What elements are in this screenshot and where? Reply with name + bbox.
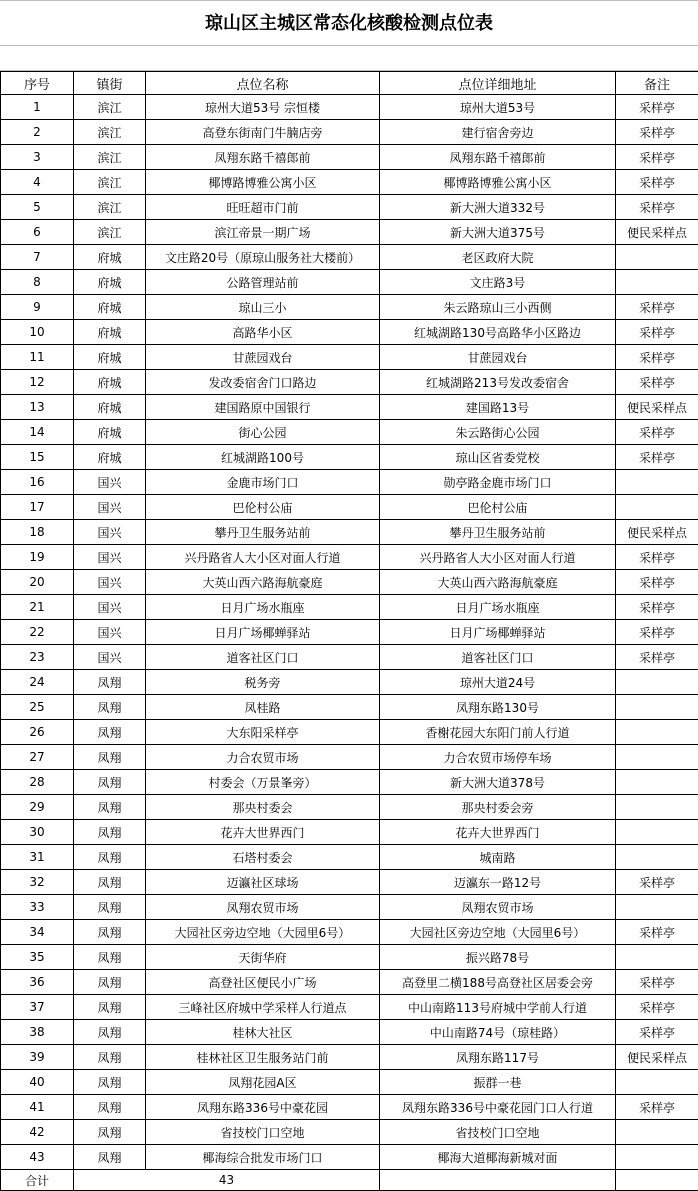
cell-site-name: 凤翔花园A区: [146, 1070, 380, 1095]
table-row: [1, 395, 698, 420]
table-row: [1, 795, 698, 820]
header-remark: 备注: [616, 72, 698, 95]
table-row: [1, 995, 698, 1020]
cell-index: 8: [1, 270, 74, 295]
table-row: [1, 670, 698, 695]
cell-address: 花卉大世界西门: [380, 820, 616, 845]
cell-town: 凤翔: [74, 970, 146, 995]
cell-address: 大英山西六路海航豪庭: [380, 570, 616, 595]
cell-address: 巴伦村公庙: [380, 495, 616, 520]
header-site-name: 点位名称: [146, 72, 380, 95]
cell-address: 攀丹卫生服务站前: [380, 520, 616, 545]
cell-remark: [616, 845, 698, 870]
cell-town: 凤翔: [74, 695, 146, 720]
cell-index: 12: [1, 370, 74, 395]
cell-town: 国兴: [74, 495, 146, 520]
cell-address: 凤翔东路130号: [380, 695, 616, 720]
cell-remark: 便民采样点: [616, 220, 698, 245]
cell-town: 凤翔: [74, 720, 146, 745]
cell-remark: [616, 745, 698, 770]
table-row: [1, 445, 698, 470]
cell-site-name: 发改委宿舍门口路边: [146, 370, 380, 395]
cell-address: 凤翔东路117号: [380, 1045, 616, 1070]
table-row: [1, 970, 698, 995]
cell-remark: 采样亭: [616, 145, 698, 170]
cell-town: 国兴: [74, 570, 146, 595]
cell-address: 新大洲大道332号: [380, 195, 616, 220]
cell-address: 香榭花园大东阳门前人行道: [380, 720, 616, 745]
cell-address: 凤翔东路336号中豪花园门口人行道: [380, 1095, 616, 1120]
cell-remark: 采样亭: [616, 195, 698, 220]
cell-site-name: 高登东街南门牛腩店旁: [146, 120, 380, 145]
cell-index: 42: [1, 1120, 74, 1145]
table-row: [1, 145, 698, 170]
cell-site-name: 攀丹卫生服务站前: [146, 520, 380, 545]
cell-site-name: 椰博路博雅公寓小区: [146, 170, 380, 195]
cell-index: 22: [1, 620, 74, 645]
cell-index: 13: [1, 395, 74, 420]
cell-site-name: 大园社区旁边空地（大园里6号）: [146, 920, 380, 945]
cell-remark: 采样亭: [616, 995, 698, 1020]
cell-remark: 便民采样点: [616, 1045, 698, 1070]
cell-town: 府城: [74, 445, 146, 470]
total-empty: [380, 1170, 616, 1191]
cell-index: 23: [1, 645, 74, 670]
cell-site-name: 旺旺超市门前: [146, 195, 380, 220]
cell-town: 凤翔: [74, 1070, 146, 1095]
table-row: [1, 320, 698, 345]
cell-remark: [616, 470, 698, 495]
cell-remark: [616, 670, 698, 695]
cell-town: 凤翔: [74, 920, 146, 945]
cell-index: 33: [1, 895, 74, 920]
cell-address: 朱云路琼山三小西侧: [380, 295, 616, 320]
cell-address: 迈瀛东一路12号: [380, 870, 616, 895]
cell-town: 府城: [74, 420, 146, 445]
cell-index: 16: [1, 470, 74, 495]
header-row: [1, 72, 698, 95]
cell-index: 10: [1, 320, 74, 345]
cell-site-name: 琼州大道53号 宗恒楼: [146, 95, 380, 120]
cell-town: 滨江: [74, 95, 146, 120]
cell-index: 11: [1, 345, 74, 370]
table-row: [1, 545, 698, 570]
cell-remark: [616, 1070, 698, 1095]
cell-remark: [616, 1120, 698, 1145]
cell-remark: [616, 820, 698, 845]
cell-site-name: 甘蔗园戏台: [146, 345, 380, 370]
cell-site-name: 滨江帝景一期广场: [146, 220, 380, 245]
cell-remark: 采样亭: [616, 120, 698, 145]
cell-town: 府城: [74, 295, 146, 320]
cell-site-name: 建国路原中国银行: [146, 395, 380, 420]
cell-address: 琼州大道24号: [380, 670, 616, 695]
cell-index: 5: [1, 195, 74, 220]
cell-index: 20: [1, 570, 74, 595]
cell-index: 41: [1, 1095, 74, 1120]
cell-site-name: 迈瀛社区球场: [146, 870, 380, 895]
table-row: [1, 845, 698, 870]
table-row: [1, 270, 698, 295]
cell-address: 建国路13号: [380, 395, 616, 420]
cell-town: 凤翔: [74, 945, 146, 970]
table-row: [1, 345, 698, 370]
table-row: [1, 745, 698, 770]
cell-town: 凤翔: [74, 995, 146, 1020]
table-row: [1, 570, 698, 595]
cell-town: 凤翔: [74, 770, 146, 795]
cell-index: 3: [1, 145, 74, 170]
cell-address: 日月广场水瓶座: [380, 595, 616, 620]
cell-address: 凤翔东路千禧郎前: [380, 145, 616, 170]
total-value: 43: [74, 1170, 380, 1191]
cell-site-name: 桂林社区卫生服务站门前: [146, 1045, 380, 1070]
cell-town: 国兴: [74, 620, 146, 645]
cell-index: 32: [1, 870, 74, 895]
cell-site-name: 街心公园: [146, 420, 380, 445]
cell-index: 24: [1, 670, 74, 695]
cell-site-name: 花卉大世界西门: [146, 820, 380, 845]
cell-index: 39: [1, 1045, 74, 1070]
cell-site-name: 石塔村委会: [146, 845, 380, 870]
cell-town: 凤翔: [74, 1145, 146, 1170]
cell-address: 省技校门口空地: [380, 1120, 616, 1145]
cell-address: 新大洲大道375号: [380, 220, 616, 245]
cell-index: 36: [1, 970, 74, 995]
cell-index: 2: [1, 120, 74, 145]
cell-town: 凤翔: [74, 845, 146, 870]
cell-remark: [616, 245, 698, 270]
cell-site-name: 大东阳采样亭: [146, 720, 380, 745]
cell-site-name: 椰海综合批发市场门口: [146, 1145, 380, 1170]
cell-address: 椰博路博雅公寓小区: [380, 170, 616, 195]
cell-site-name: 凤翔东路336号中豪花园: [146, 1095, 380, 1120]
cell-address: 道客社区门口: [380, 645, 616, 670]
table-row: [1, 1045, 698, 1070]
table-row: [1, 470, 698, 495]
cell-index: 6: [1, 220, 74, 245]
cell-site-name: 村委会（万景峯旁）: [146, 770, 380, 795]
table-row: [1, 120, 698, 145]
cell-address: 振兴路78号: [380, 945, 616, 970]
cell-index: 14: [1, 420, 74, 445]
table-row: [1, 1070, 698, 1095]
cell-remark: 采样亭: [616, 320, 698, 345]
table-row: [1, 95, 698, 120]
table-row: [1, 920, 698, 945]
cell-town: 滨江: [74, 170, 146, 195]
cell-town: 凤翔: [74, 795, 146, 820]
cell-town: 凤翔: [74, 895, 146, 920]
cell-site-name: 金鹿市场门口: [146, 470, 380, 495]
cell-town: 凤翔: [74, 1120, 146, 1145]
cell-index: 29: [1, 795, 74, 820]
cell-town: 府城: [74, 395, 146, 420]
cell-address: 老区政府大院: [380, 245, 616, 270]
cell-address: 那央村委会旁: [380, 795, 616, 820]
cell-site-name: 文庄路20号（原琼山服务社大楼前）: [146, 245, 380, 270]
cell-address: 兴丹路省人大小区对面人行道: [380, 545, 616, 570]
cell-town: 府城: [74, 370, 146, 395]
cell-index: 27: [1, 745, 74, 770]
cell-remark: [616, 895, 698, 920]
table-row: [1, 1145, 698, 1170]
cell-remark: [616, 495, 698, 520]
total-label: 合计: [1, 1170, 74, 1191]
total-row: [1, 1170, 698, 1191]
cell-site-name: 天街华府: [146, 945, 380, 970]
cell-remark: 采样亭: [616, 370, 698, 395]
cell-remark: 采样亭: [616, 870, 698, 895]
cell-index: 15: [1, 445, 74, 470]
cell-town: 滨江: [74, 220, 146, 245]
cell-town: 凤翔: [74, 1020, 146, 1045]
table-row: [1, 770, 698, 795]
cell-index: 9: [1, 295, 74, 320]
cell-address: 中山南路113号府城中学前人行道: [380, 995, 616, 1020]
page-title: 琼山区主城区常态化核酸检测点位表: [0, 0, 698, 46]
total-empty: [616, 1170, 698, 1191]
cell-index: 31: [1, 845, 74, 870]
cell-remark: [616, 945, 698, 970]
table-row: [1, 945, 698, 970]
cell-address: 琼山区省委党校: [380, 445, 616, 470]
cell-site-name: 红城湖路100号: [146, 445, 380, 470]
cell-site-name: 桂林大社区: [146, 1020, 380, 1045]
cell-index: 35: [1, 945, 74, 970]
cell-site-name: 大英山西六路海航豪庭: [146, 570, 380, 595]
table-row: [1, 170, 698, 195]
cell-site-name: 税务旁: [146, 670, 380, 695]
cell-site-name: 高登社区便民小广场: [146, 970, 380, 995]
cell-town: 府城: [74, 345, 146, 370]
cell-address: 城南路: [380, 845, 616, 870]
cell-address: 力合农贸市场停车场: [380, 745, 616, 770]
table-row: [1, 245, 698, 270]
table-row: [1, 520, 698, 545]
cell-remark: 采样亭: [616, 970, 698, 995]
table-row: [1, 495, 698, 520]
cell-index: 1: [1, 95, 74, 120]
table-row: [1, 645, 698, 670]
cell-site-name: 那央村委会: [146, 795, 380, 820]
table-row: [1, 195, 698, 220]
cell-address: 凤翔农贸市场: [380, 895, 616, 920]
cell-remark: 采样亭: [616, 420, 698, 445]
cell-remark: 采样亭: [616, 445, 698, 470]
cell-town: 府城: [74, 320, 146, 345]
cell-index: 43: [1, 1145, 74, 1170]
cell-remark: 采样亭: [616, 1020, 698, 1045]
cell-town: 国兴: [74, 595, 146, 620]
cell-index: 26: [1, 720, 74, 745]
cell-remark: 便民采样点: [616, 395, 698, 420]
cell-address: 高登里二横188号高登社区居委会旁: [380, 970, 616, 995]
table-row: [1, 695, 698, 720]
cell-address: 红城湖路213号发改委宿舍: [380, 370, 616, 395]
cell-site-name: 高路华小区: [146, 320, 380, 345]
cell-site-name: 凤翔东路千禧郎前: [146, 145, 380, 170]
table-row: [1, 370, 698, 395]
table-row: [1, 620, 698, 645]
cell-site-name: 凤桂路: [146, 695, 380, 720]
cell-index: 7: [1, 245, 74, 270]
cell-town: 滨江: [74, 120, 146, 145]
cell-town: 国兴: [74, 470, 146, 495]
cell-site-name: 琼山三小: [146, 295, 380, 320]
cell-remark: 采样亭: [616, 595, 698, 620]
cell-town: 国兴: [74, 645, 146, 670]
cell-site-name: 省技校门口空地: [146, 1120, 380, 1145]
table-row: [1, 220, 698, 245]
cell-town: 滨江: [74, 195, 146, 220]
cell-address: 新大洲大道378号: [380, 770, 616, 795]
cell-index: 28: [1, 770, 74, 795]
cell-site-name: 巴伦村公庙: [146, 495, 380, 520]
table-row: [1, 295, 698, 320]
cell-address: 日月广场椰蝉驿站: [380, 620, 616, 645]
cell-address: 振群一巷: [380, 1070, 616, 1095]
cell-index: 38: [1, 1020, 74, 1045]
cell-town: 凤翔: [74, 745, 146, 770]
cell-address: 建行宿舍旁边: [380, 120, 616, 145]
cell-site-name: 兴丹路省人大小区对面人行道: [146, 545, 380, 570]
header-address: 点位详细地址: [380, 72, 616, 95]
cell-address: 文庄路3号: [380, 270, 616, 295]
table-row: [1, 595, 698, 620]
cell-remark: 采样亭: [616, 345, 698, 370]
cell-remark: [616, 270, 698, 295]
cell-town: 凤翔: [74, 820, 146, 845]
header-index: 序号: [1, 72, 74, 95]
cell-town: 凤翔: [74, 1045, 146, 1070]
blank-row: [0, 46, 698, 71]
table-row: [1, 1095, 698, 1120]
cell-address: 椰海大道椰海新城对面: [380, 1145, 616, 1170]
cell-index: 17: [1, 495, 74, 520]
testing-sites-table: [0, 71, 698, 1191]
cell-site-name: 力合农贸市场: [146, 745, 380, 770]
cell-town: 府城: [74, 270, 146, 295]
cell-town: 府城: [74, 245, 146, 270]
cell-site-name: 公路管理站前: [146, 270, 380, 295]
cell-index: 37: [1, 995, 74, 1020]
cell-town: 国兴: [74, 520, 146, 545]
cell-remark: 采样亭: [616, 545, 698, 570]
cell-index: 25: [1, 695, 74, 720]
cell-address: 琼州大道53号: [380, 95, 616, 120]
cell-remark: 采样亭: [616, 1095, 698, 1120]
cell-town: 凤翔: [74, 670, 146, 695]
cell-remark: 采样亭: [616, 295, 698, 320]
cell-remark: 采样亭: [616, 620, 698, 645]
cell-address: 大园社区旁边空地（大园里6号）: [380, 920, 616, 945]
cell-town: 国兴: [74, 545, 146, 570]
table-row: [1, 895, 698, 920]
cell-town: 凤翔: [74, 1095, 146, 1120]
cell-site-name: 日月广场椰蝉驿站: [146, 620, 380, 645]
cell-remark: [616, 720, 698, 745]
cell-address: 勋亭路金鹿市场门口: [380, 470, 616, 495]
cell-address: 中山南路74号（琼桂路）: [380, 1020, 616, 1045]
table-row: [1, 820, 698, 845]
cell-town: 滨江: [74, 145, 146, 170]
table-row: [1, 1120, 698, 1145]
cell-site-name: 三峰社区府城中学采样人行道点: [146, 995, 380, 1020]
header-town: 镇街: [74, 72, 146, 95]
cell-index: 18: [1, 520, 74, 545]
cell-remark: [616, 695, 698, 720]
cell-index: 40: [1, 1070, 74, 1095]
table-row: [1, 1020, 698, 1045]
cell-address: 红城湖路130号高路华小区路边: [380, 320, 616, 345]
cell-address: 甘蔗园戏台: [380, 345, 616, 370]
cell-remark: 采样亭: [616, 920, 698, 945]
cell-address: 朱云路街心公园: [380, 420, 616, 445]
cell-remark: [616, 1145, 698, 1170]
cell-index: 30: [1, 820, 74, 845]
cell-remark: 采样亭: [616, 570, 698, 595]
cell-remark: 采样亭: [616, 95, 698, 120]
cell-index: 21: [1, 595, 74, 620]
cell-site-name: 道客社区门口: [146, 645, 380, 670]
cell-remark: [616, 795, 698, 820]
table-row: [1, 870, 698, 895]
cell-remark: 采样亭: [616, 170, 698, 195]
cell-site-name: 日月广场水瓶座: [146, 595, 380, 620]
table-row: [1, 720, 698, 745]
cell-town: 凤翔: [74, 870, 146, 895]
cell-remark: [616, 770, 698, 795]
cell-index: 34: [1, 920, 74, 945]
cell-remark: 便民采样点: [616, 520, 698, 545]
cell-index: 19: [1, 545, 74, 570]
cell-remark: 采样亭: [616, 645, 698, 670]
table-row: [1, 420, 698, 445]
cell-index: 4: [1, 170, 74, 195]
cell-site-name: 凤翔农贸市场: [146, 895, 380, 920]
